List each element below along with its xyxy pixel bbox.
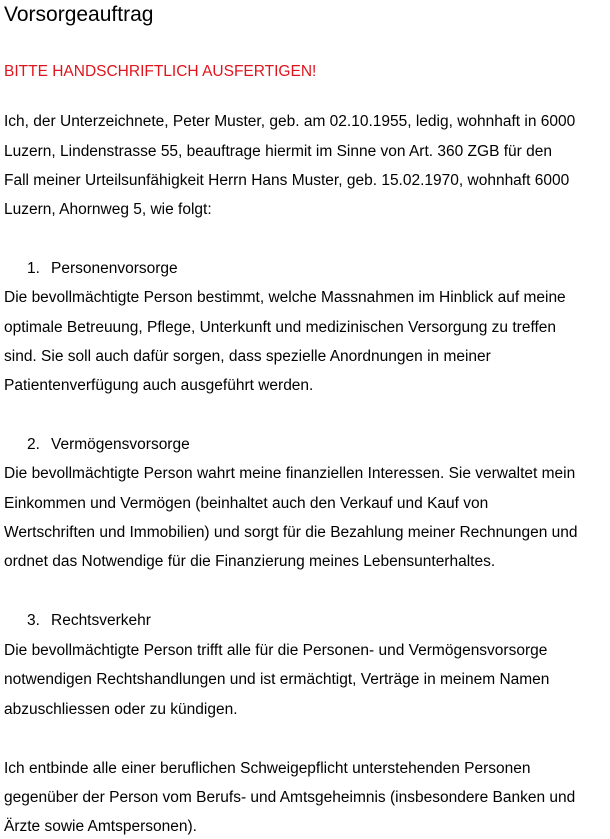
- document-title: Vorsorgeauftrag: [4, 3, 154, 26]
- section-line: optimale Betreuung, Pflege, Unterkunft und medizinischen Versorgung zu treffen: [4, 319, 557, 336]
- section-line: sind. Sie soll auch dafür sorgen, dass spezielle Anordnungen in meiner: [4, 348, 491, 365]
- section-line: Patientenverfügung auch ausgeführt werden.: [4, 377, 314, 394]
- section-line: abzuschliessen oder zu kündigen.: [4, 701, 238, 718]
- section-heading: [27, 257, 178, 281]
- section-line: Die bevollmächtigte Person bestimmt, welche Massnahmen im Hinblick auf meine: [4, 289, 566, 306]
- intro-line: Fall meiner Urteilsunfähigkeit Herrn Hans Muster, geb. 15.02.1970, wohnhaft 6000: [4, 172, 570, 189]
- section-line: notwendigen Rechtshandlungen und ist ermächtigt, Verträge in meinem Namen: [4, 671, 550, 688]
- intro-line: Ich, der Unterzeichnete, Peter Muster, geb. am 02.10.1955, ledig, wohnhaft in 6000: [4, 113, 576, 130]
- closing-line: Ärzte sowie Amtspersonen).: [4, 818, 197, 835]
- section-line: Die bevollmächtigte Person wahrt meine finanziellen Interessen. Sie verwaltet mein: [4, 465, 576, 482]
- section-line: ordnet das Notwendige für die Finanzierung meines Lebensunterhaltes.: [4, 553, 496, 570]
- section-line: Einkommen und Vermögen (beinhaltet auch den Verkauf und Kauf von: [4, 495, 489, 512]
- closing-line: Ich entbinde alle einer beruflichen Schweigepflicht unterstehenden Personen: [4, 760, 531, 777]
- section-heading: [27, 433, 190, 457]
- section-line: Wertschriften und Immobilien) und sorgt für die Bezahlung meiner Rechnungen und: [4, 524, 578, 541]
- section-line: Die bevollmächtigte Person trifft alle für die Personen- und Vermögensvorsorge: [4, 642, 548, 659]
- section-title: Personenvorsorge: [51, 260, 178, 277]
- section-number: 2.: [27, 436, 40, 453]
- section-heading: [27, 609, 151, 633]
- section-title: Rechtsverkehr: [51, 612, 151, 629]
- section-number: 3.: [27, 612, 40, 629]
- intro-line: Luzern, Lindenstrasse 55, beauftrage hiermit im Sinne von Art. 360 ZGB für den: [4, 143, 552, 160]
- handwriting-warning: BITTE HANDSCHRIFTLICH AUSFERTIGEN!: [4, 63, 317, 80]
- section-title: Vermögensvorsorge: [51, 436, 190, 453]
- intro-line: Luzern, Ahornweg 5, wie folgt:: [4, 201, 212, 218]
- section-number: 1.: [27, 260, 40, 277]
- closing-line: gegenüber der Person vom Berufs- und Amtsgeheimnis (insbesondere Banken und: [4, 789, 576, 806]
